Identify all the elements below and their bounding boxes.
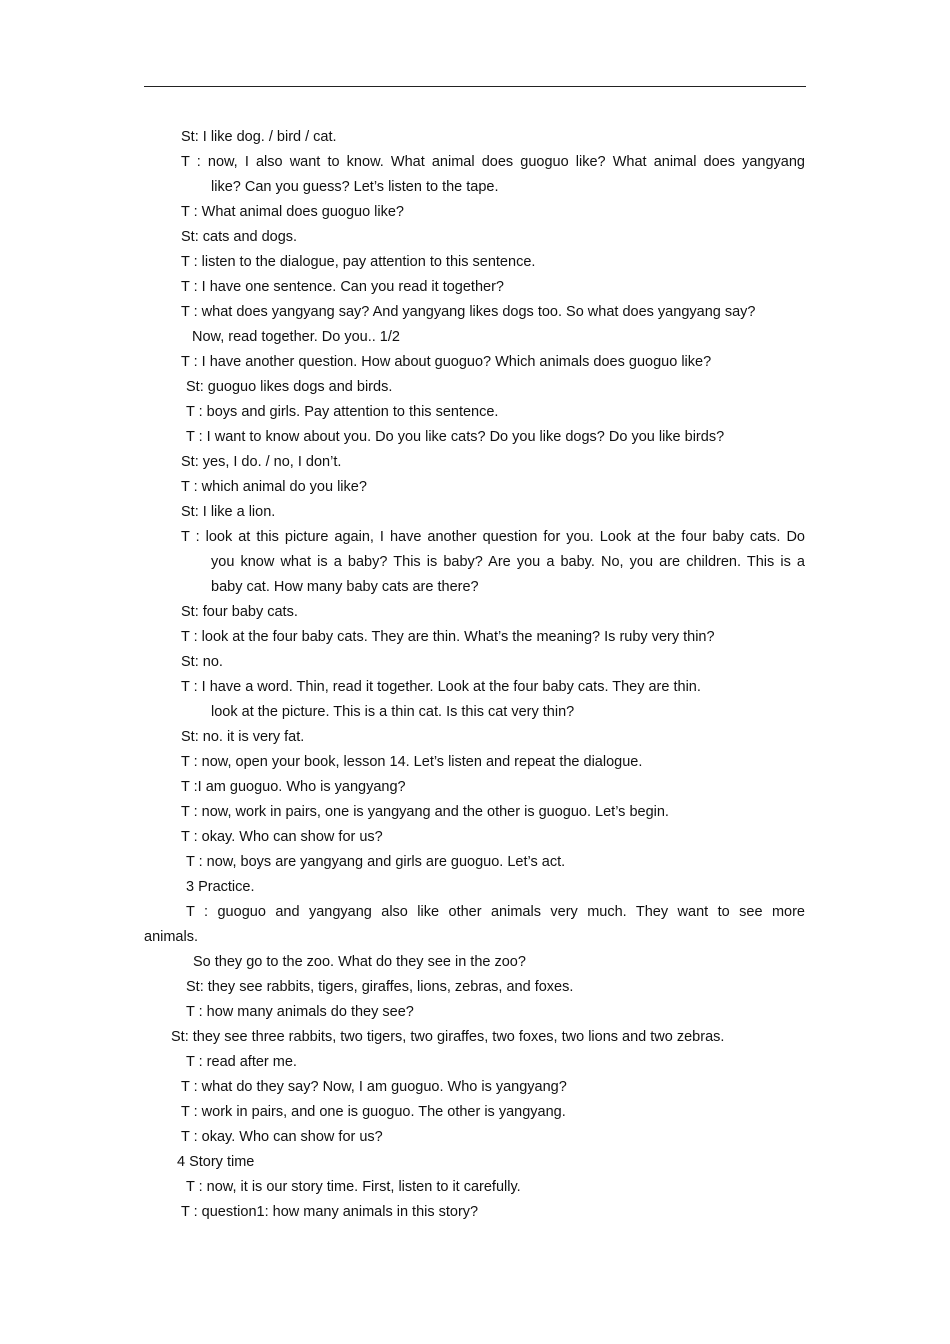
text-line: T : read after me. — [186, 1054, 297, 1070]
section-heading: 3 Practice. — [186, 879, 255, 895]
text-line: St: yes, I do. / no, I don’t. — [181, 454, 342, 470]
text-line: T : what does yangyang say? And yangyang likes dogs too. So what does yangyang say? — [181, 304, 756, 320]
text-line: St: four baby cats. — [181, 604, 298, 620]
text-line: T : okay. Who can show for us? — [181, 829, 383, 845]
text-line: T : question1: how many animals in this story? — [181, 1204, 479, 1220]
text-line: T : I have a word. Thin, read it together. Look at the four baby cats. They are thin. — [181, 679, 701, 695]
text-line: T : okay. Who can show for us? — [181, 1129, 383, 1145]
text-line: St: they see rabbits, tigers, giraffes, lions, zebras, and foxes. — [186, 979, 574, 995]
section-heading: 4 Story time — [177, 1154, 255, 1170]
text-line: like? Can you guess? Let’s listen to the tape. — [211, 179, 499, 195]
text-line: T : I have another question. How about guoguo? Which animals does guoguo like? — [181, 354, 712, 370]
text-line: animals. — [144, 929, 198, 945]
text-line: So they go to the zoo. What do they see in the zoo? — [193, 954, 526, 970]
text-line: T : how many animals do they see? — [186, 1004, 414, 1020]
header-rule — [144, 86, 806, 87]
text-line: T : work in pairs, and one is guoguo. The other is yangyang. — [181, 1104, 566, 1120]
text-line: St: I like dog. / bird / cat. — [181, 129, 337, 145]
text-line: St: cats and dogs. — [181, 229, 298, 245]
text-line: T : now, open your book, lesson 14. Let’s listen and repeat the dialogue. — [181, 754, 643, 770]
text-line: T : now, work in pairs, one is yangyang and the other is guoguo. Let’s begin. — [181, 804, 669, 820]
text-line: T : guoguo and yangyang also like other animals very much. They want to see more — [186, 904, 805, 920]
text-line: St: I like a lion. — [181, 504, 276, 520]
text-line: St: guoguo likes dogs and birds. — [186, 379, 393, 395]
text-line: T : look at this picture again, I have another question for you. Look at the four baby cats. Do — [181, 529, 805, 545]
text-line: T : which animal do you like? — [181, 479, 367, 495]
text-line: T : now, boys are yangyang and girls are guoguo. Let’s act. — [186, 854, 566, 870]
text-line: T : what do they say? Now, I am guoguo. Who is yangyang? — [181, 1079, 567, 1095]
text-line: St: no. it is very fat. — [181, 729, 305, 745]
text-line: St: they see three rabbits, two tigers, two giraffes, two foxes, two lions and two zebras. — [171, 1029, 725, 1045]
text-line: St: no. — [181, 654, 223, 670]
text-line: T : look at the four baby cats. They are thin. What’s the meaning? Is ruby very thin? — [181, 629, 715, 645]
text-line: T : now, I also want to know. What animal does guoguo like? What animal does yangyang — [181, 154, 805, 170]
text-line: T :I am guoguo. Who is yangyang? — [181, 779, 406, 795]
text-line: T : What animal does guoguo like? — [181, 204, 405, 220]
text-line: T : boys and girls. Pay attention to this sentence. — [186, 404, 499, 420]
text-line: T : I have one sentence. Can you read it together? — [181, 279, 504, 295]
text-line: look at the picture. This is a thin cat. Is this cat very thin? — [211, 704, 575, 720]
text-line: T : I want to know about you. Do you like cats? Do you like dogs? Do you like birds? — [186, 429, 725, 445]
text-line: T : now, it is our story time. First, listen to it carefully. — [186, 1179, 521, 1195]
text-line: baby cat. How many baby cats are there? — [211, 579, 479, 595]
text-line: Now, read together. Do you.. 1/2 — [192, 329, 400, 345]
text-line: T : listen to the dialogue, pay attention to this sentence. — [181, 254, 536, 270]
text-line: you know what is a baby? This is baby? Are you a baby. No, you are children. This is a — [211, 554, 805, 570]
